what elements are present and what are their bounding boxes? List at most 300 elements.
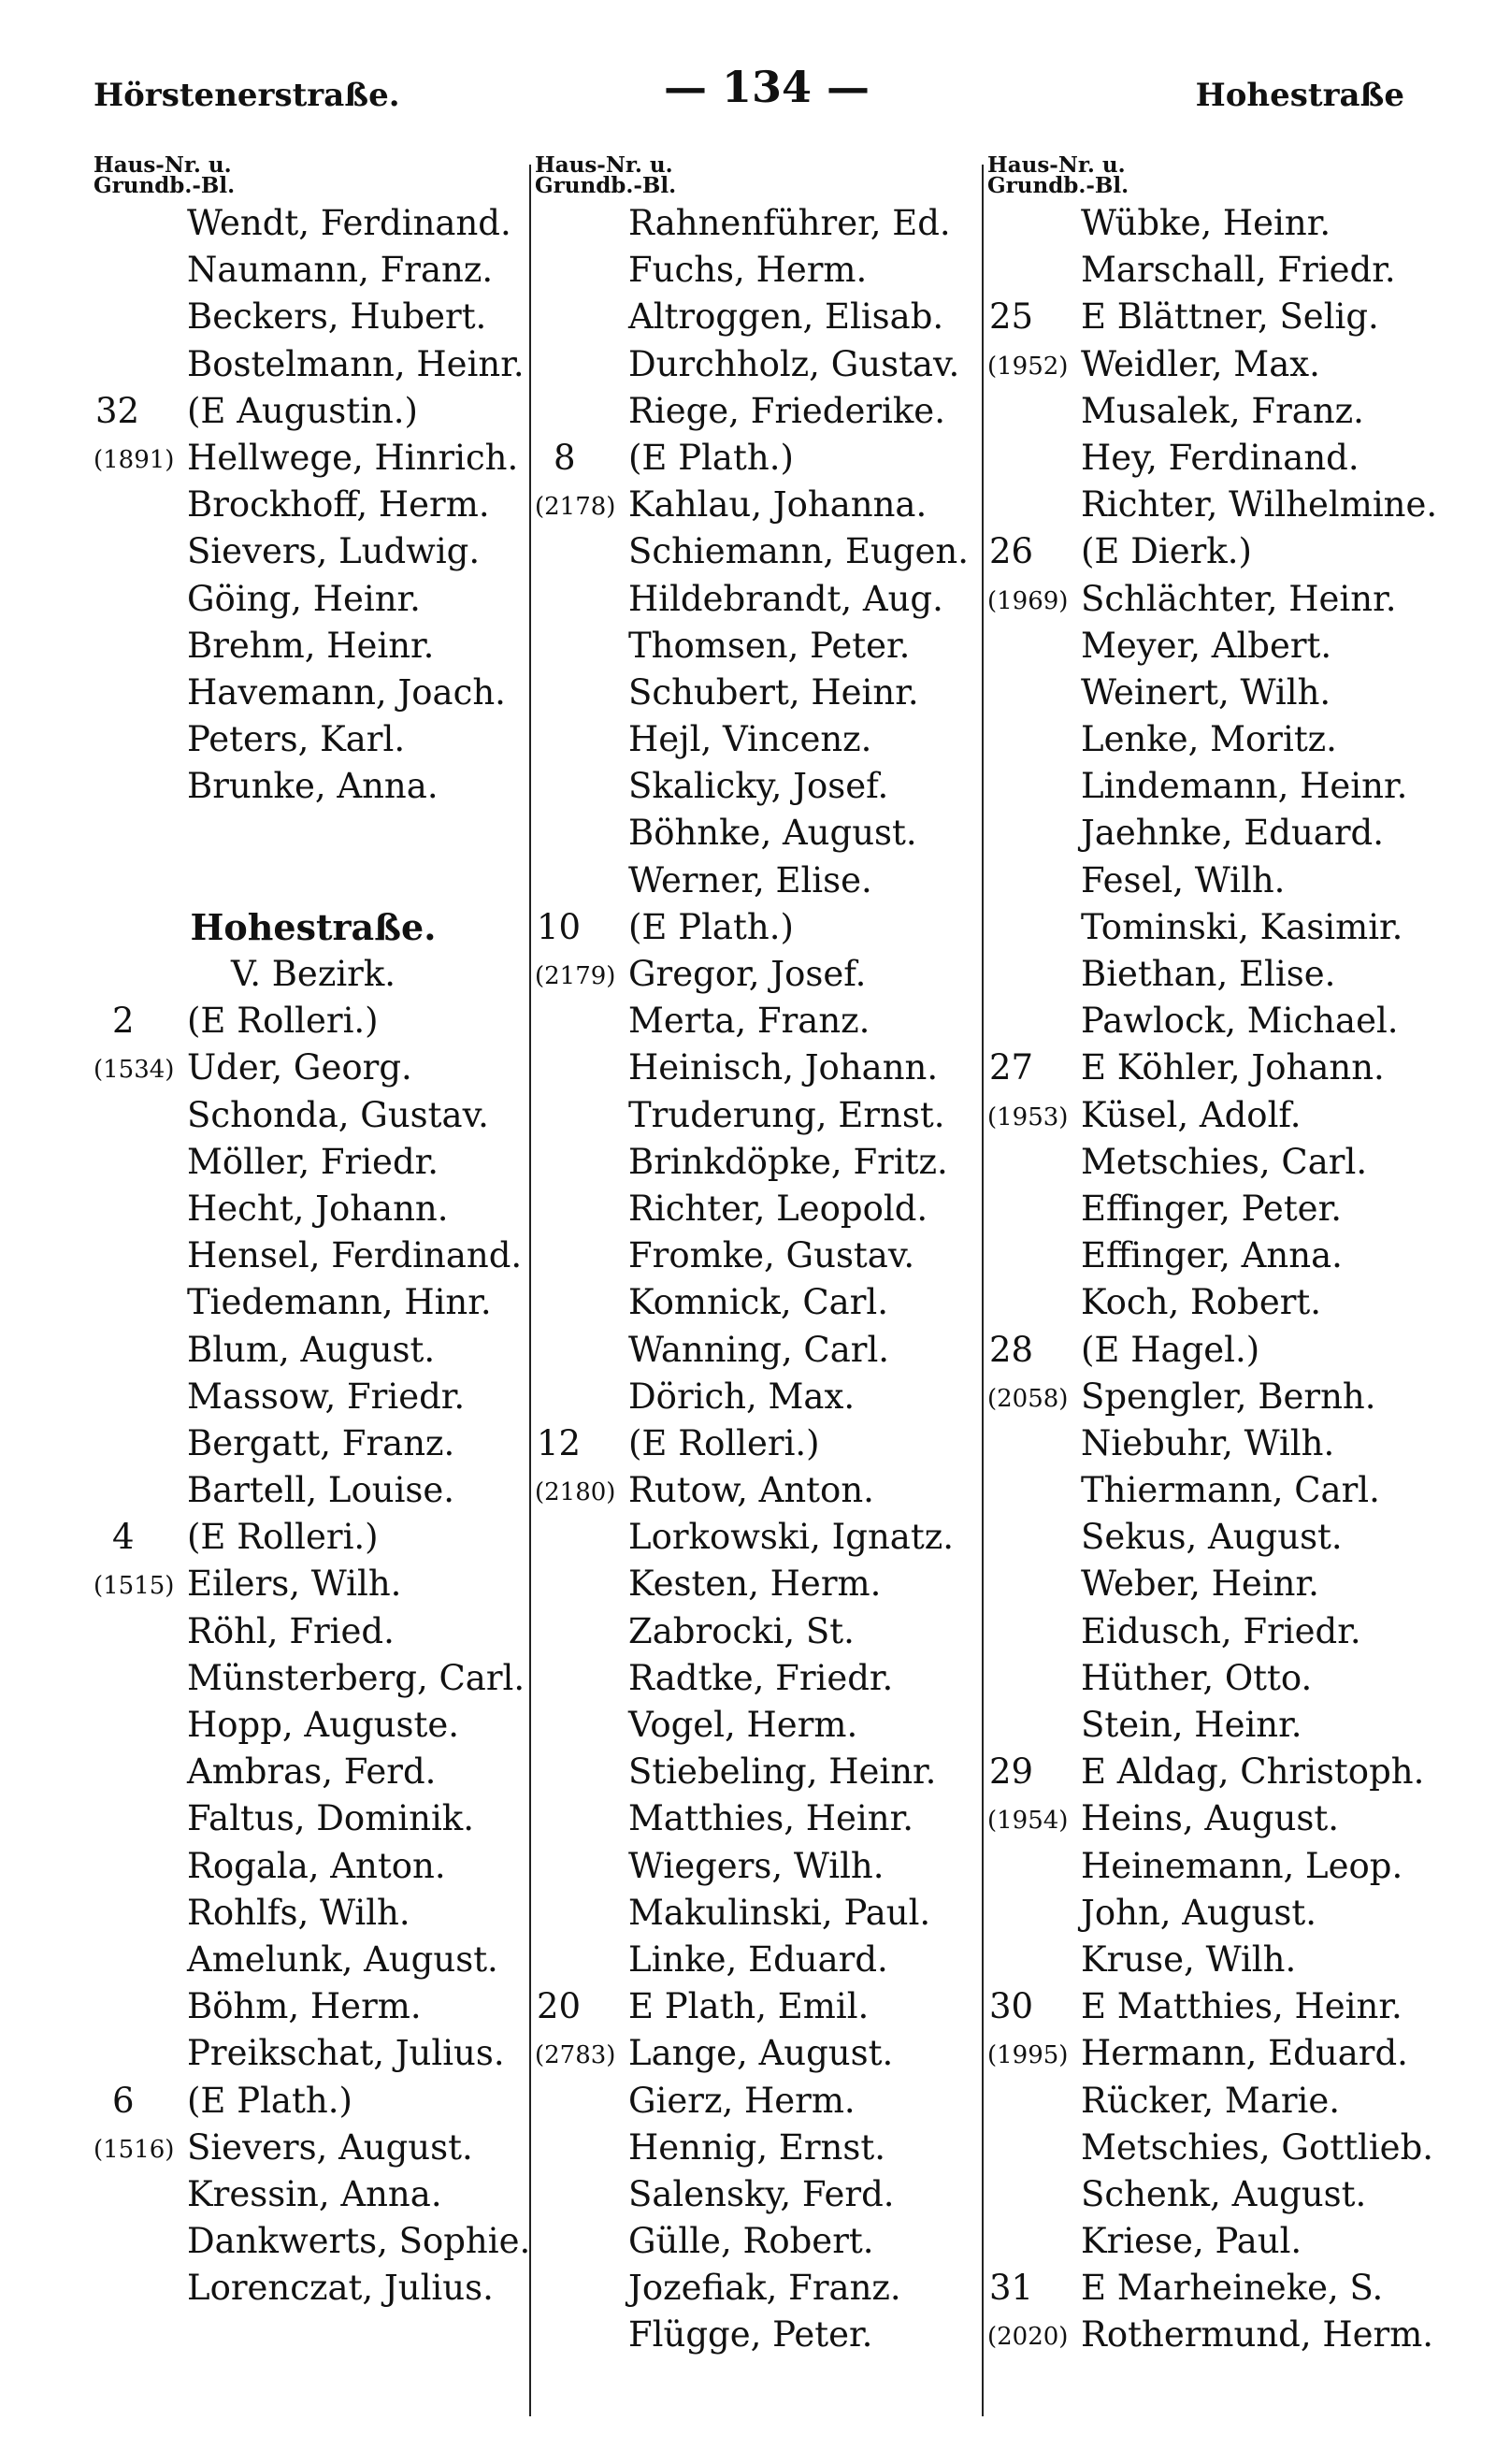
entry-line [987, 623, 1417, 670]
entry-text: E Köhler, Johann. [1081, 1047, 1385, 1088]
entry-line [987, 2312, 1434, 2358]
entry-text: Richter, Wilhelmine. [1081, 484, 1438, 526]
entry-line [987, 1655, 1417, 1702]
entry-line [987, 2265, 1417, 2312]
entry-text: Lorkowski, Ignatz. [628, 1517, 954, 1558]
column-header-line: Grundb.-Bl. [535, 173, 677, 198]
land-register-number: (2020) [987, 2323, 1069, 2352]
entry-text: (E Plath.) [628, 437, 794, 478]
entry-text: Dörich, Max. [628, 1376, 856, 1417]
entry-line [535, 951, 979, 998]
entry-text: Sekus, August. [1081, 1517, 1343, 1558]
entry-text: Meyer, Albert. [1081, 625, 1332, 666]
entry-line [987, 247, 1417, 294]
entry-text: (E Rolleri.) [187, 1517, 379, 1558]
entry-line [94, 482, 533, 528]
entry-line [535, 1795, 979, 1842]
entry-text: Dankwerts, Sophie. [187, 2221, 531, 2262]
house-number: 30 [989, 1986, 1034, 2027]
entry-text: Schiemann, Eugen. [628, 531, 969, 572]
entry-line [987, 1327, 1417, 1374]
entry-text: Kruse, Wilh. [1081, 1938, 1297, 1980]
entry-line [535, 528, 979, 575]
entry-text: John, August. [1081, 1892, 1316, 1933]
entry-line [987, 1139, 1417, 1186]
entry-text: Jaehnke, Eduard. [1081, 813, 1385, 854]
entry-line [987, 341, 1417, 388]
entry-text: Fromke, Gustav. [628, 1235, 915, 1276]
entry-line [535, 2125, 979, 2171]
entry-text: Altroggen, Elisab. [628, 296, 944, 338]
entry-line [535, 763, 979, 810]
entry-line [535, 1467, 979, 1514]
entry-text: Kressin, Anna. [187, 2173, 442, 2214]
entry-line [987, 1467, 1417, 1514]
entry-line [987, 388, 1417, 435]
entry-line [94, 1702, 533, 1749]
house-number: 10 [537, 906, 582, 947]
page-number: — 134 — [664, 62, 870, 112]
entry-line [535, 200, 979, 247]
entry-text: Wanning, Carl. [628, 1329, 890, 1370]
entry-text: Biethan, Elise. [1081, 954, 1336, 994]
entry-line [535, 341, 979, 388]
entry-line [987, 716, 1417, 763]
entry-line [535, 1232, 979, 1279]
entry-text: Fesel, Wilh. [1081, 859, 1286, 901]
entry-text: E Marheineke, S. [1081, 2268, 1384, 2309]
entry-line [94, 200, 533, 247]
entry-line [987, 482, 1438, 528]
entry-text: Preikschat, Julius. [187, 2033, 505, 2074]
entry-text: Matthies, Heinr. [628, 1798, 913, 1839]
column-divider [982, 165, 984, 2416]
entry-line [94, 1279, 533, 1326]
entry-line [94, 1092, 533, 1139]
entry-text: Rogala, Anton. [187, 1845, 446, 1886]
entry-line [94, 857, 533, 904]
entry-line [535, 2078, 979, 2125]
entry-text: Möller, Friedr. [187, 1141, 439, 1182]
entry-line [535, 1045, 979, 1091]
entry-text: Eilers, Wilh. [187, 1563, 402, 1605]
entry-text: Münsterberg, Carl. [187, 1657, 525, 1698]
entry-line [987, 435, 1417, 482]
entry-text: Sievers, August. [187, 2126, 473, 2168]
entry-text: (E Plath.) [187, 2080, 352, 2121]
land-register-number: (1534) [94, 1056, 175, 1085]
entry-text: Böhnke, August. [628, 813, 917, 854]
entry-line [535, 1655, 979, 1702]
entry-line [987, 1232, 1417, 1279]
entry-text: Küsel, Adolf. [1081, 1094, 1302, 1135]
entry-text: (E Plath.) [628, 906, 794, 947]
entry-line [94, 388, 533, 435]
entry-text: Linke, Eduard. [628, 1938, 888, 1980]
entry-line [94, 2030, 533, 2077]
entry-line [987, 576, 1417, 623]
column-header-line: Haus-Nr. u. [987, 152, 1126, 178]
entry-line [987, 1092, 1417, 1139]
entry-text: Wiegers, Wilh. [628, 1845, 885, 1886]
entry-line [535, 1374, 979, 1420]
column-header-line: Grundb.-Bl. [987, 173, 1129, 198]
land-register-number: (2058) [987, 1384, 1069, 1413]
entry-line [987, 1890, 1417, 1937]
entry-text: Wendt, Ferdinand. [187, 203, 511, 243]
entry-text: Brehm, Heinr. [187, 625, 435, 666]
entry-line [535, 1186, 979, 1232]
entry-text: Hopp, Auguste. [187, 1705, 460, 1745]
entry-line [94, 1232, 533, 1279]
entry-line [535, 1420, 979, 1467]
entry-text: Gierz, Herm. [628, 2080, 856, 2121]
column-header-line: Grundb.-Bl. [94, 173, 236, 198]
entry-text: Böhm, Herm. [187, 1986, 422, 2027]
entry-text: Kahlau, Johanna. [628, 484, 928, 526]
entry-line [987, 857, 1417, 904]
entry-line [94, 576, 533, 623]
entry-line [987, 1374, 1417, 1420]
column-header [94, 152, 533, 200]
entry-line [535, 2265, 979, 2312]
entry-line [535, 2312, 979, 2358]
entry-text: Eidusch, Friedr. [1081, 1610, 1361, 1651]
entry-text: (E Augustin.) [187, 390, 418, 431]
entry-line [535, 1937, 979, 1983]
house-number: 29 [989, 1751, 1034, 1793]
entry-text: (E Dierk.) [1081, 531, 1252, 572]
entry-text: Rohlfs, Wilh. [187, 1892, 410, 1933]
entry-line [987, 294, 1417, 340]
entry-line [535, 1279, 979, 1326]
entry-line [94, 1186, 533, 1232]
entry-text: Hellwege, Hinrich. [187, 437, 519, 478]
entry-text: Tominski, Kasimir. [1081, 906, 1403, 947]
entry-line [94, 1608, 533, 1655]
entry-line [94, 1749, 533, 1795]
entry-text: Wübke, Heinr. [1081, 203, 1331, 243]
entry-line [94, 623, 533, 670]
house-number: 4 [112, 1517, 135, 1558]
entry-text: Hüther, Otto. [1081, 1657, 1313, 1698]
column-header [535, 152, 979, 200]
entry-text: Koch, Robert. [1081, 1282, 1322, 1323]
entry-text: Skalicky, Josef. [628, 766, 889, 807]
entry-line [987, 1279, 1417, 1326]
entry-line [987, 1420, 1417, 1467]
entry-line [94, 1561, 533, 1607]
entry-text: Hecht, Johann. [187, 1188, 449, 1229]
entry-text: Rothermund, Herm. [1081, 2314, 1434, 2356]
entry-text: Kesten, Herm. [628, 1563, 882, 1605]
entry-line [535, 904, 979, 951]
entry-line [535, 1608, 979, 1655]
entry-line [535, 1561, 979, 1607]
entry-text: Hejl, Vincenz. [628, 719, 872, 760]
entry-line [535, 716, 979, 763]
entry-line [987, 200, 1417, 247]
entry-line [987, 1795, 1417, 1842]
entry-line [94, 763, 533, 810]
entry-line [94, 247, 533, 294]
house-number: 6 [112, 2080, 135, 2121]
entry-text: Gülle, Robert. [628, 2221, 874, 2262]
house-number: 25 [989, 296, 1034, 338]
house-number: 20 [537, 1986, 582, 2027]
column-header [987, 152, 1417, 200]
entry-line [94, 1655, 533, 1702]
entry-line [987, 2030, 1417, 2077]
entry-line [987, 2171, 1417, 2218]
land-register-number: (2179) [535, 962, 616, 990]
entry-line [987, 1186, 1417, 1232]
entry-line [987, 951, 1417, 998]
entry-text: E Plath, Emil. [628, 1986, 870, 2027]
entry-line [94, 528, 533, 575]
entry-line [94, 2265, 533, 2312]
entry-text: Weinert, Wilh. [1081, 671, 1331, 713]
entry-line [535, 623, 979, 670]
column-header-line: Haus-Nr. u. [94, 152, 232, 178]
entry-text: Flügge, Peter. [628, 2314, 873, 2356]
entry-text: Vogel, Herm. [628, 1705, 858, 1745]
entry-line [94, 2078, 533, 2125]
land-register-number: (2178) [535, 493, 616, 522]
house-number: 31 [989, 2268, 1034, 2309]
entry-text: Jozefiak, Franz. [628, 2268, 901, 2309]
entry-line [94, 1890, 533, 1937]
land-register-number: (1515) [94, 1572, 175, 1601]
entry-line [535, 435, 979, 482]
land-register-number: (2180) [535, 1478, 616, 1507]
land-register-number: (1891) [94, 445, 175, 474]
entry-line [94, 1983, 533, 2030]
entry-line [987, 1045, 1417, 1091]
column-header-line: Haus-Nr. u. [535, 152, 673, 178]
land-register-number: (1995) [987, 2041, 1069, 2070]
entry-line [987, 670, 1417, 716]
entry-text: Röhl, Fried. [187, 1610, 395, 1651]
entry-text: Naumann, Franz. [187, 250, 494, 291]
entry-line [987, 2078, 1417, 2125]
entry-text: Thomsen, Peter. [628, 625, 911, 666]
entry-list [987, 200, 1438, 2359]
entry-line [535, 1702, 979, 1749]
entry-text: Radtke, Friedr. [628, 1657, 894, 1698]
entry-line [987, 1514, 1417, 1561]
entry-text: Rücker, Marie. [1081, 2080, 1340, 2121]
entry-line [987, 763, 1417, 810]
entry-text: Bostelmann, Heinr. [187, 343, 525, 384]
entry-text: Weber, Heinr. [1081, 1563, 1319, 1605]
land-register-number: (2783) [535, 2041, 616, 2070]
entry-text: Niebuhr, Wilh. [1081, 1422, 1335, 1463]
entry-text: Beckers, Hubert. [187, 296, 487, 338]
entry-line [987, 1749, 1425, 1795]
entry-text: Rahnenführer, Ed. [628, 203, 951, 243]
entry-text: E Aldag, Christoph. [1081, 1751, 1425, 1793]
entry-text: Bartell, Louise. [187, 1470, 455, 1511]
entry-line [535, 2218, 979, 2265]
entry-text: Thiermann, Carl. [1081, 1470, 1380, 1511]
entry-line [987, 1937, 1417, 1983]
entry-text: Faltus, Dominik. [187, 1798, 474, 1839]
entry-line [94, 670, 533, 716]
entry-line [94, 2171, 533, 2218]
entry-line [535, 1749, 979, 1795]
entry-text: Marschall, Friedr. [1081, 250, 1396, 291]
entry-line [94, 2125, 533, 2171]
entry-line [987, 2125, 1434, 2171]
entry-text: Metschies, Gottlieb. [1081, 2126, 1434, 2168]
entry-line [535, 1139, 979, 1186]
entry-line [94, 1795, 533, 1842]
entry-text: Kriese, Paul. [1081, 2221, 1302, 2262]
entry-text: Rutow, Anton. [628, 1470, 874, 1511]
entry-line [94, 998, 533, 1045]
entry-text: Stein, Heinr. [1081, 1705, 1302, 1745]
entry-line [987, 1608, 1417, 1655]
entry-text: Truderung, Ernst. [628, 1094, 945, 1135]
entry-text: Hey, Ferdinand. [1081, 437, 1359, 478]
entry-text: (E Rolleri.) [628, 1422, 820, 1463]
entry-text: Effinger, Anna. [1081, 1235, 1343, 1276]
entry-text: Stiebeling, Heinr. [628, 1751, 937, 1793]
entry-line [535, 1890, 979, 1937]
entry-text: Lange, August. [628, 2033, 894, 2074]
entry-line [94, 2218, 533, 2265]
entry-text: Salensky, Ferd. [628, 2173, 895, 2214]
entry-line [535, 810, 979, 857]
entry-text: Schenk, August. [1081, 2173, 1367, 2214]
entry-text: Brunke, Anna. [187, 766, 439, 807]
entry-text: Komnick, Carl. [628, 1282, 888, 1323]
entry-text: Richter, Leopold. [628, 1188, 928, 1229]
entry-line [535, 2171, 979, 2218]
entry-line [94, 716, 533, 763]
entry-text: Werner, Elise. [628, 859, 872, 901]
entry-line [987, 2218, 1417, 2265]
entry-text: Merta, Franz. [628, 1001, 870, 1042]
entry-text: Zabrocki, St. [628, 1610, 855, 1651]
entry-text: E Matthies, Heinr. [1081, 1986, 1402, 2027]
entry-line [987, 1843, 1417, 1890]
entry-text: Fuchs, Herm. [628, 250, 868, 291]
entry-text: Schubert, Heinr. [628, 671, 919, 713]
entry-text: Musalek, Franz. [1081, 390, 1364, 431]
entry-line [535, 247, 979, 294]
entry-text: Tiedemann, Hinr. [187, 1282, 492, 1323]
entry-text: Hennig, Ernst. [628, 2126, 886, 2168]
entry-text: Massow, Friedr. [187, 1376, 466, 1417]
entry-line [535, 1092, 979, 1139]
entry-text: Ambras, Ferd. [187, 1751, 437, 1793]
entry-line [94, 1514, 533, 1561]
entry-line [94, 1420, 533, 1467]
house-number: 26 [989, 531, 1034, 572]
entry-line [535, 1843, 979, 1890]
entry-text: Metschies, Carl. [1081, 1141, 1368, 1182]
land-register-number: (1954) [987, 1807, 1069, 1836]
running-head-right: Hohestraße [1195, 77, 1404, 114]
entry-text: (E Rolleri.) [187, 1001, 379, 1042]
entry-text: Durchholz, Gustav. [628, 343, 960, 384]
entry-text: Heinisch, Johann. [628, 1047, 939, 1088]
entry-text: Hensel, Ferdinand. [187, 1235, 523, 1276]
entry-text: Göing, Heinr. [187, 578, 421, 619]
entry-text: Schlächter, Heinr. [1081, 578, 1397, 619]
land-register-number: (1953) [987, 1102, 1069, 1131]
entry-line [535, 576, 979, 623]
entry-text: Bergatt, Franz. [187, 1422, 455, 1463]
entry-line [94, 1327, 533, 1374]
land-register-number: (1516) [94, 2135, 175, 2164]
entry-line [94, 810, 533, 857]
entry-line [94, 1045, 533, 1091]
street-heading: Hohestraße. [190, 905, 437, 948]
entry-line [94, 1467, 533, 1514]
entry-text: Makulinski, Paul. [628, 1892, 931, 1933]
land-register-number: (1952) [987, 352, 1069, 381]
entry-line [987, 904, 1417, 951]
entry-text: Lorenczat, Julius. [187, 2268, 494, 2309]
entry-text: Amelunk, August. [187, 1938, 498, 1980]
entry-line [535, 294, 979, 340]
house-number: 32 [95, 390, 140, 431]
entry-text: Sievers, Ludwig. [187, 531, 481, 572]
entry-text: Heinemann, Leop. [1081, 1845, 1403, 1886]
entry-line [94, 294, 533, 340]
entry-text: Schonda, Gustav. [187, 1094, 489, 1135]
entry-text: (E Hagel.) [1081, 1329, 1260, 1370]
entry-line [535, 670, 979, 716]
entry-line [535, 1983, 979, 2030]
entry-text: Brockhoff, Herm. [187, 484, 490, 526]
entry-line [987, 810, 1417, 857]
entry-line [987, 528, 1417, 575]
entry-text: Brinkdöpke, Fritz. [628, 1141, 948, 1182]
entry-text: Hermann, Eduard. [1081, 2033, 1408, 2074]
entry-line [535, 388, 979, 435]
entry-line [987, 1702, 1417, 1749]
house-number: 28 [989, 1329, 1034, 1370]
entry-line [535, 1327, 979, 1374]
entry-text: Effinger, Peter. [1081, 1188, 1342, 1229]
entry-line [535, 2030, 979, 2077]
entry-text: Uder, Georg. [187, 1047, 412, 1088]
entry-text: Weidler, Max. [1081, 343, 1320, 384]
entry-text: Riege, Friederike. [628, 390, 945, 431]
entry-text: Heins, August. [1081, 1798, 1340, 1839]
running-head-left: Hörstenerstraße. [94, 77, 400, 114]
entry-line [987, 998, 1417, 1045]
entry-line [535, 998, 979, 1045]
entry-text: Lindemann, Heinr. [1081, 766, 1408, 807]
column-1 [94, 152, 533, 2312]
entry-line [535, 482, 979, 528]
entry-line [94, 1139, 533, 1186]
entry-line [94, 1374, 533, 1420]
entry-line [94, 1937, 533, 1983]
entry-line [987, 1561, 1417, 1607]
house-number: 27 [989, 1047, 1034, 1088]
entry-text: Pawlock, Michael. [1081, 1001, 1399, 1042]
entry-text: E Blättner, Selig. [1081, 296, 1379, 338]
entry-text: Havemann, Joach. [187, 671, 506, 713]
entry-list [535, 200, 979, 2359]
entry-text: Lenke, Moritz. [1081, 719, 1337, 760]
